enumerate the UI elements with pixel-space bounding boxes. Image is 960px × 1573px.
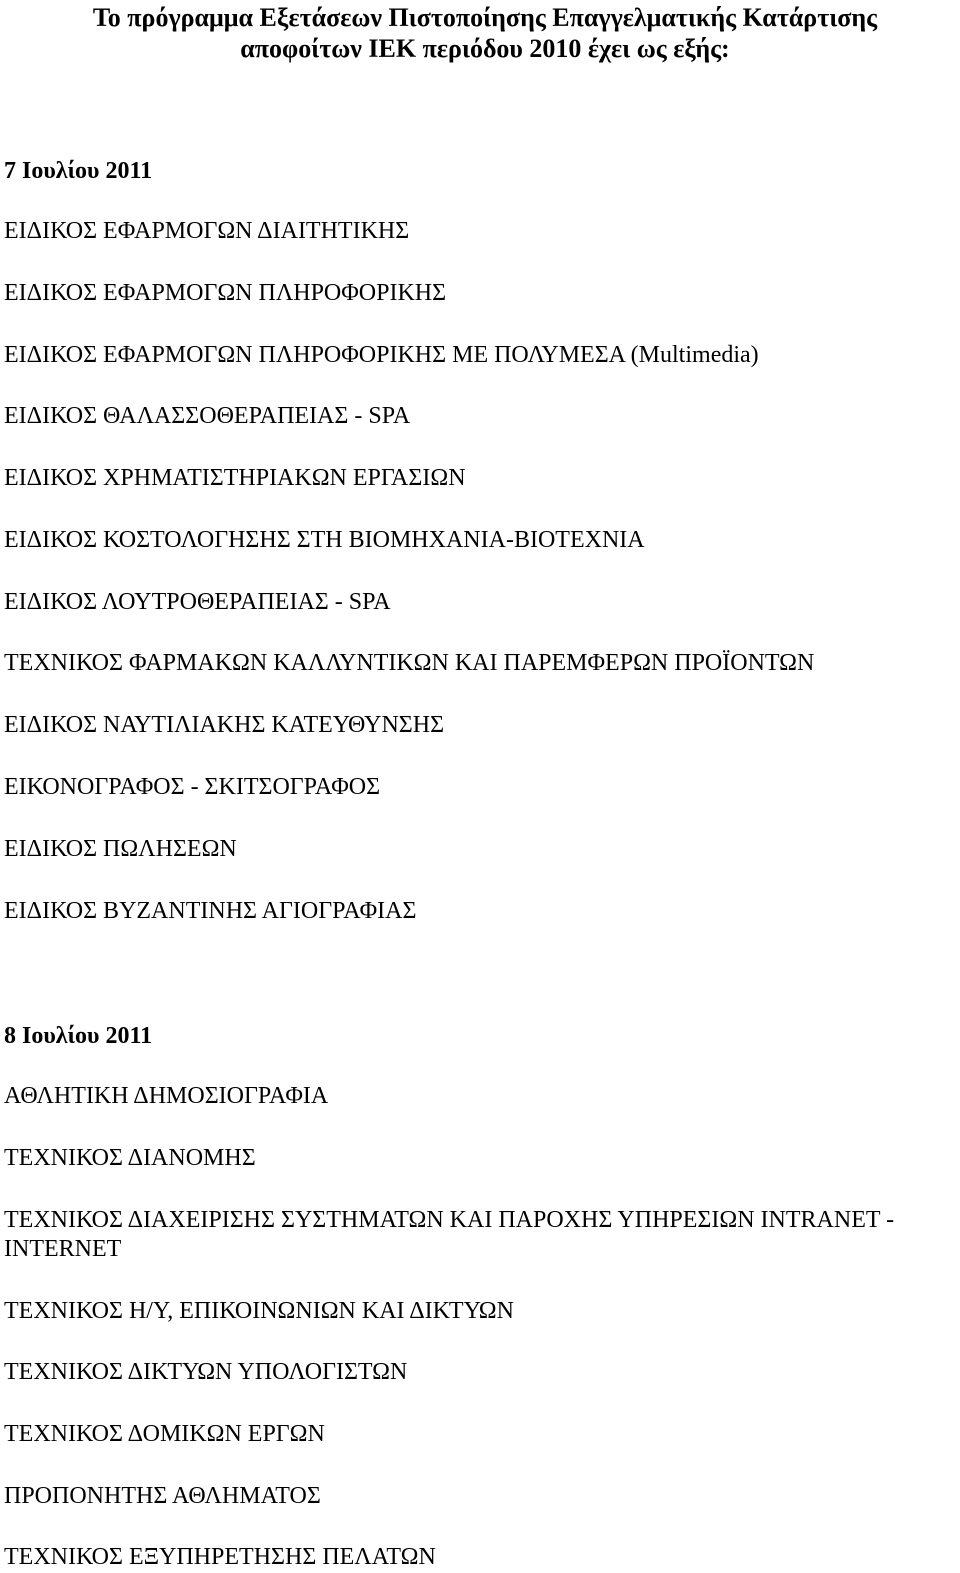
specialty-item: ΤΕΧΝΙΚΟΣ ΔΙΚΤΥΩΝ ΥΠΟΛΟΓΙΣΤΩΝ [4, 1359, 408, 1385]
specialty-item: ΤΕΧΝΙΚΟΣ ΔΟΜΙΚΩΝ ΕΡΓΩΝ [4, 1421, 325, 1447]
document-title-line-1: Το πρόγραμμα Εξετάσεων Πιστοποίησης Επαγγελματικής Κατάρτισης [92, 3, 878, 32]
specialty-item: ΤΕΧΝΙΚΟΣ ΦΑΡΜΑΚΩΝ ΚΑΛΛΥΝΤΙΚΩΝ ΚΑΙ ΠΑΡΕΜΦΕΡΩΝ ΠΡΟΪΟΝΤΩΝ [4, 650, 815, 676]
specialty-item: ΕΙΔΙΚΟΣ ΛΟΥΤΡΟΘΕΡΑΠΕΙΑΣ - SPA [4, 589, 391, 615]
specialty-item: ΕΙΚΟΝΟΓΡΑΦΟΣ - ΣΚΙΤΣΟΓΡΑΦΟΣ [4, 774, 381, 800]
specialty-item: ΕΙΔΙΚΟΣ ΝΑΥΤΙΛΙΑΚΗΣ ΚΑΤΕΥΘΥΝΣΗΣ [4, 712, 445, 738]
document-title [0, 2, 960, 64]
document-title-line-2: αποφοίτων ΙΕΚ περιόδου 2010 έχει ως εξής: [240, 34, 730, 63]
specialty-item: ΤΕΧΝΙΚΟΣ ΕΞΥΠΗΡΕΤΗΣΗΣ ΠΕΛΑΤΩΝ [4, 1544, 436, 1570]
section-date-heading: 8 Ιουλίου 2011 [4, 1023, 153, 1049]
specialty-item: ΕΙΔΙΚΟΣ ΕΦΑΡΜΟΓΩΝ ΔΙΑΙΤΗΤΙΚΗΣ [4, 218, 410, 244]
specialty-item: ΕΙΔΙΚΟΣ ΚΟΣΤΟΛΟΓΗΣΗΣ ΣΤΗ ΒΙΟΜΗΧΑΝΙΑ-ΒΙΟΤΕΧΝΙΑ [4, 527, 645, 553]
specialty-item: ΑΘΛΗΤΙΚΗ ΔΗΜΟΣΙΟΓΡΑΦΙΑ [4, 1083, 329, 1109]
specialty-item: ΠΡΟΠΟΝΗΤΗΣ ΑΘΛΗΜΑΤΟΣ [4, 1483, 321, 1509]
specialty-item: ΤΕΧΝΙΚΟΣ Η/Υ, ΕΠΙΚΟΙΝΩΝΙΩΝ ΚΑΙ ΔΙΚΤΥΩΝ [4, 1298, 514, 1324]
specialty-item: ΕΙΔΙΚΟΣ ΕΦΑΡΜΟΓΩΝ ΠΛΗΡΟΦΟΡΙΚΗΣ [4, 280, 447, 306]
specialty-item: ΕΙΔΙΚΟΣ ΒΥΖΑΝΤΙΝΗΣ ΑΓΙΟΓΡΑΦΙΑΣ [4, 898, 417, 924]
specialty-item: ΕΙΔΙΚΟΣ ΠΩΛΗΣΕΩΝ [4, 836, 237, 862]
specialty-item: ΕΙΔΙΚΟΣ ΘΑΛΑΣΣΟΘΕΡΑΠΕΙΑΣ - SPA [4, 403, 411, 429]
specialty-item: ΕΙΔΙΚΟΣ ΧΡΗΜΑΤΙΣΤΗΡΙΑΚΩΝ ΕΡΓΑΣΙΩΝ [4, 465, 466, 491]
section-date-heading: 7 Ιουλίου 2011 [4, 158, 153, 184]
specialty-item: ΕΙΔΙΚΟΣ ΕΦΑΡΜΟΓΩΝ ΠΛΗΡΟΦΟΡΙΚΗΣ ΜΕ ΠΟΛΥΜΕΣΑ (Multimedia) [4, 342, 759, 368]
specialty-item: ΤΕΧΝΙΚΟΣ ΔΙΑΧΕΙΡΙΣΗΣ ΣΥΣΤΗΜΑΤΩΝ ΚΑΙ ΠΑΡΟΧΗΣ ΥΠΗΡΕΣΙΩΝ INTRANET - INTERNET [4, 1207, 895, 1262]
specialty-item: ΤΕΧΝΙΚΟΣ ΔΙΑΝΟΜΗΣ [4, 1145, 256, 1171]
